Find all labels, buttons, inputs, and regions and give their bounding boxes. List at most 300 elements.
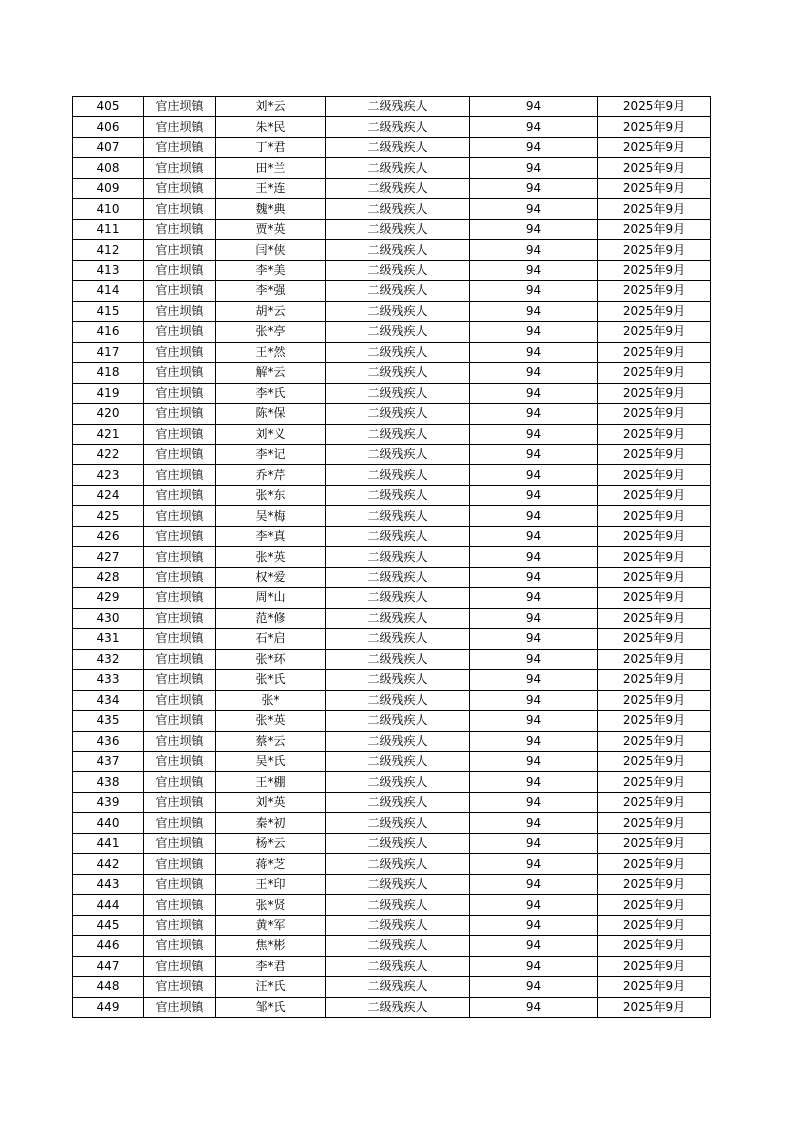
amount-cell: 94 — [470, 588, 598, 608]
category-cell: 二级残疾人 — [326, 772, 470, 792]
row-number-cell: 430 — [73, 608, 144, 628]
table-row — [73, 711, 711, 731]
amount-cell: 94 — [470, 97, 598, 117]
table-row — [73, 997, 711, 1017]
town-cell: 官庄坝镇 — [144, 731, 216, 751]
name-cell: 刘*义 — [216, 424, 326, 444]
month-cell: 2025年9月 — [598, 977, 711, 997]
amount-cell: 94 — [470, 690, 598, 710]
month-cell: 2025年9月 — [598, 854, 711, 874]
name-cell: 乔*芹 — [216, 465, 326, 485]
category-cell: 二级残疾人 — [326, 485, 470, 505]
row-number-cell: 416 — [73, 322, 144, 342]
table-row — [73, 158, 711, 178]
row-number-cell: 411 — [73, 219, 144, 239]
row-number-cell: 440 — [73, 813, 144, 833]
month-cell: 2025年9月 — [598, 608, 711, 628]
name-cell: 焦*彬 — [216, 936, 326, 956]
amount-cell: 94 — [470, 383, 598, 403]
name-cell: 丁*君 — [216, 137, 326, 157]
name-cell: 汪*氏 — [216, 977, 326, 997]
category-cell: 二级残疾人 — [326, 854, 470, 874]
month-cell: 2025年9月 — [598, 792, 711, 812]
category-cell: 二级残疾人 — [326, 670, 470, 690]
amount-cell: 94 — [470, 833, 598, 853]
month-cell: 2025年9月 — [598, 199, 711, 219]
row-number-cell: 429 — [73, 588, 144, 608]
amount-cell: 94 — [470, 506, 598, 526]
amount-cell: 94 — [470, 322, 598, 342]
amount-cell: 94 — [470, 424, 598, 444]
town-cell: 官庄坝镇 — [144, 874, 216, 894]
name-cell: 王*连 — [216, 178, 326, 198]
beneficiary-table — [72, 96, 711, 1018]
month-cell: 2025年9月 — [598, 567, 711, 587]
row-number-cell: 420 — [73, 404, 144, 424]
month-cell: 2025年9月 — [598, 936, 711, 956]
town-cell: 官庄坝镇 — [144, 854, 216, 874]
amount-cell: 94 — [470, 567, 598, 587]
amount-cell: 94 — [470, 711, 598, 731]
row-number-cell: 444 — [73, 895, 144, 915]
amount-cell: 94 — [470, 342, 598, 362]
month-cell: 2025年9月 — [598, 322, 711, 342]
row-number-cell: 438 — [73, 772, 144, 792]
amount-cell: 94 — [470, 731, 598, 751]
table-row — [73, 813, 711, 833]
name-cell: 张*英 — [216, 547, 326, 567]
row-number-cell: 422 — [73, 444, 144, 464]
town-cell: 官庄坝镇 — [144, 690, 216, 710]
month-cell: 2025年9月 — [598, 997, 711, 1017]
town-cell: 官庄坝镇 — [144, 629, 216, 649]
town-cell: 官庄坝镇 — [144, 547, 216, 567]
name-cell: 吴*氏 — [216, 752, 326, 772]
amount-cell: 94 — [470, 608, 598, 628]
category-cell: 二级残疾人 — [326, 936, 470, 956]
name-cell: 王*印 — [216, 874, 326, 894]
category-cell: 二级残疾人 — [326, 895, 470, 915]
row-number-cell: 439 — [73, 792, 144, 812]
name-cell: 刘*英 — [216, 792, 326, 812]
amount-cell: 94 — [470, 240, 598, 260]
table-row — [73, 833, 711, 853]
category-cell: 二级残疾人 — [326, 608, 470, 628]
table-row — [73, 383, 711, 403]
category-cell: 二级残疾人 — [326, 404, 470, 424]
category-cell: 二级残疾人 — [326, 629, 470, 649]
table-body — [73, 97, 711, 1018]
table-row — [73, 485, 711, 505]
row-number-cell: 417 — [73, 342, 144, 362]
amount-cell: 94 — [470, 117, 598, 137]
month-cell: 2025年9月 — [598, 117, 711, 137]
name-cell: 李*君 — [216, 956, 326, 976]
row-number-cell: 413 — [73, 260, 144, 280]
category-cell: 二级残疾人 — [326, 977, 470, 997]
name-cell: 闫*侠 — [216, 240, 326, 260]
table-row — [73, 301, 711, 321]
table-row — [73, 178, 711, 198]
table-row — [73, 977, 711, 997]
month-cell: 2025年9月 — [598, 301, 711, 321]
town-cell: 官庄坝镇 — [144, 363, 216, 383]
table-row — [73, 506, 711, 526]
row-number-cell: 447 — [73, 956, 144, 976]
month-cell: 2025年9月 — [598, 383, 711, 403]
amount-cell: 94 — [470, 915, 598, 935]
table-row — [73, 772, 711, 792]
category-cell: 二级残疾人 — [326, 158, 470, 178]
amount-cell: 94 — [470, 260, 598, 280]
amount-cell: 94 — [470, 158, 598, 178]
amount-cell: 94 — [470, 649, 598, 669]
town-cell: 官庄坝镇 — [144, 833, 216, 853]
month-cell: 2025年9月 — [598, 547, 711, 567]
category-cell: 二级残疾人 — [326, 240, 470, 260]
row-number-cell: 424 — [73, 485, 144, 505]
name-cell: 王*棚 — [216, 772, 326, 792]
row-number-cell: 421 — [73, 424, 144, 444]
category-cell: 二级残疾人 — [326, 752, 470, 772]
month-cell: 2025年9月 — [598, 465, 711, 485]
month-cell: 2025年9月 — [598, 342, 711, 362]
category-cell: 二级残疾人 — [326, 874, 470, 894]
month-cell: 2025年9月 — [598, 178, 711, 198]
town-cell: 官庄坝镇 — [144, 97, 216, 117]
name-cell: 张*贤 — [216, 895, 326, 915]
category-cell: 二级残疾人 — [326, 506, 470, 526]
row-number-cell: 445 — [73, 915, 144, 935]
name-cell: 张*东 — [216, 485, 326, 505]
category-cell: 二级残疾人 — [326, 711, 470, 731]
category-cell: 二级残疾人 — [326, 465, 470, 485]
name-cell: 权*爱 — [216, 567, 326, 587]
amount-cell: 94 — [470, 792, 598, 812]
name-cell: 陈*保 — [216, 404, 326, 424]
month-cell: 2025年9月 — [598, 506, 711, 526]
table-row — [73, 322, 711, 342]
row-number-cell: 423 — [73, 465, 144, 485]
amount-cell: 94 — [470, 874, 598, 894]
category-cell: 二级残疾人 — [326, 281, 470, 301]
category-cell: 二级残疾人 — [326, 997, 470, 1017]
town-cell: 官庄坝镇 — [144, 444, 216, 464]
row-number-cell: 431 — [73, 629, 144, 649]
category-cell: 二级残疾人 — [326, 813, 470, 833]
town-cell: 官庄坝镇 — [144, 485, 216, 505]
name-cell: 张*亭 — [216, 322, 326, 342]
town-cell: 官庄坝镇 — [144, 792, 216, 812]
row-number-cell: 432 — [73, 649, 144, 669]
amount-cell: 94 — [470, 301, 598, 321]
table-row — [73, 629, 711, 649]
table-row — [73, 342, 711, 362]
month-cell: 2025年9月 — [598, 363, 711, 383]
table-row — [73, 690, 711, 710]
row-number-cell: 435 — [73, 711, 144, 731]
row-number-cell: 409 — [73, 178, 144, 198]
town-cell: 官庄坝镇 — [144, 588, 216, 608]
town-cell: 官庄坝镇 — [144, 383, 216, 403]
table-row — [73, 670, 711, 690]
category-cell: 二级残疾人 — [326, 833, 470, 853]
amount-cell: 94 — [470, 813, 598, 833]
row-number-cell: 437 — [73, 752, 144, 772]
table-row — [73, 649, 711, 669]
amount-cell: 94 — [470, 404, 598, 424]
name-cell: 范*修 — [216, 608, 326, 628]
name-cell: 黄*军 — [216, 915, 326, 935]
row-number-cell: 443 — [73, 874, 144, 894]
table-row — [73, 219, 711, 239]
town-cell: 官庄坝镇 — [144, 137, 216, 157]
table-row — [73, 97, 711, 117]
town-cell: 官庄坝镇 — [144, 649, 216, 669]
month-cell: 2025年9月 — [598, 649, 711, 669]
month-cell: 2025年9月 — [598, 874, 711, 894]
amount-cell: 94 — [470, 895, 598, 915]
row-number-cell: 428 — [73, 567, 144, 587]
row-number-cell: 405 — [73, 97, 144, 117]
name-cell: 李*强 — [216, 281, 326, 301]
month-cell: 2025年9月 — [598, 260, 711, 280]
amount-cell: 94 — [470, 444, 598, 464]
category-cell: 二级残疾人 — [326, 219, 470, 239]
name-cell: 魏*典 — [216, 199, 326, 219]
category-cell: 二级残疾人 — [326, 915, 470, 935]
amount-cell: 94 — [470, 629, 598, 649]
month-cell: 2025年9月 — [598, 772, 711, 792]
town-cell: 官庄坝镇 — [144, 752, 216, 772]
category-cell: 二级残疾人 — [326, 383, 470, 403]
town-cell: 官庄坝镇 — [144, 977, 216, 997]
month-cell: 2025年9月 — [598, 752, 711, 772]
table-row — [73, 567, 711, 587]
town-cell: 官庄坝镇 — [144, 567, 216, 587]
name-cell: 杨*云 — [216, 833, 326, 853]
table-row — [73, 199, 711, 219]
town-cell: 官庄坝镇 — [144, 301, 216, 321]
table-row — [73, 117, 711, 137]
name-cell: 李*美 — [216, 260, 326, 280]
category-cell: 二级残疾人 — [326, 526, 470, 546]
amount-cell: 94 — [470, 137, 598, 157]
category-cell: 二级残疾人 — [326, 178, 470, 198]
category-cell: 二级残疾人 — [326, 260, 470, 280]
category-cell: 二级残疾人 — [326, 547, 470, 567]
category-cell: 二级残疾人 — [326, 301, 470, 321]
month-cell: 2025年9月 — [598, 588, 711, 608]
table-row — [73, 424, 711, 444]
category-cell: 二级残疾人 — [326, 97, 470, 117]
table-row — [73, 792, 711, 812]
row-number-cell: 441 — [73, 833, 144, 853]
category-cell: 二级残疾人 — [326, 322, 470, 342]
row-number-cell: 412 — [73, 240, 144, 260]
table-row — [73, 915, 711, 935]
month-cell: 2025年9月 — [598, 424, 711, 444]
name-cell: 李*记 — [216, 444, 326, 464]
table-row — [73, 731, 711, 751]
town-cell: 官庄坝镇 — [144, 240, 216, 260]
town-cell: 官庄坝镇 — [144, 219, 216, 239]
row-number-cell: 414 — [73, 281, 144, 301]
amount-cell: 94 — [470, 219, 598, 239]
town-cell: 官庄坝镇 — [144, 711, 216, 731]
row-number-cell: 436 — [73, 731, 144, 751]
category-cell: 二级残疾人 — [326, 956, 470, 976]
amount-cell: 94 — [470, 670, 598, 690]
month-cell: 2025年9月 — [598, 833, 711, 853]
town-cell: 官庄坝镇 — [144, 895, 216, 915]
amount-cell: 94 — [470, 752, 598, 772]
amount-cell: 94 — [470, 363, 598, 383]
town-cell: 官庄坝镇 — [144, 772, 216, 792]
month-cell: 2025年9月 — [598, 711, 711, 731]
month-cell: 2025年9月 — [598, 629, 711, 649]
month-cell: 2025年9月 — [598, 895, 711, 915]
town-cell: 官庄坝镇 — [144, 956, 216, 976]
town-cell: 官庄坝镇 — [144, 199, 216, 219]
town-cell: 官庄坝镇 — [144, 322, 216, 342]
name-cell: 刘*云 — [216, 97, 326, 117]
name-cell: 石*启 — [216, 629, 326, 649]
amount-cell: 94 — [470, 485, 598, 505]
category-cell: 二级残疾人 — [326, 117, 470, 137]
town-cell: 官庄坝镇 — [144, 670, 216, 690]
amount-cell: 94 — [470, 977, 598, 997]
month-cell: 2025年9月 — [598, 915, 711, 935]
name-cell: 张* — [216, 690, 326, 710]
month-cell: 2025年9月 — [598, 281, 711, 301]
name-cell: 蒋*芝 — [216, 854, 326, 874]
name-cell: 张*英 — [216, 711, 326, 731]
table-row — [73, 137, 711, 157]
month-cell: 2025年9月 — [598, 690, 711, 710]
row-number-cell: 419 — [73, 383, 144, 403]
category-cell: 二级残疾人 — [326, 199, 470, 219]
town-cell: 官庄坝镇 — [144, 465, 216, 485]
town-cell: 官庄坝镇 — [144, 158, 216, 178]
table-row — [73, 547, 711, 567]
category-cell: 二级残疾人 — [326, 363, 470, 383]
category-cell: 二级残疾人 — [326, 731, 470, 751]
category-cell: 二级残疾人 — [326, 649, 470, 669]
name-cell: 邹*氏 — [216, 997, 326, 1017]
row-number-cell: 449 — [73, 997, 144, 1017]
amount-cell: 94 — [470, 936, 598, 956]
town-cell: 官庄坝镇 — [144, 608, 216, 628]
name-cell: 秦*初 — [216, 813, 326, 833]
row-number-cell: 433 — [73, 670, 144, 690]
month-cell: 2025年9月 — [598, 444, 711, 464]
row-number-cell: 442 — [73, 854, 144, 874]
month-cell: 2025年9月 — [598, 219, 711, 239]
town-cell: 官庄坝镇 — [144, 997, 216, 1017]
category-cell: 二级残疾人 — [326, 588, 470, 608]
table-row — [73, 444, 711, 464]
name-cell: 田*兰 — [216, 158, 326, 178]
amount-cell: 94 — [470, 997, 598, 1017]
month-cell: 2025年9月 — [598, 97, 711, 117]
town-cell: 官庄坝镇 — [144, 178, 216, 198]
amount-cell: 94 — [470, 199, 598, 219]
month-cell: 2025年9月 — [598, 813, 711, 833]
row-number-cell: 418 — [73, 363, 144, 383]
month-cell: 2025年9月 — [598, 956, 711, 976]
amount-cell: 94 — [470, 281, 598, 301]
row-number-cell: 446 — [73, 936, 144, 956]
month-cell: 2025年9月 — [598, 731, 711, 751]
table-row — [73, 465, 711, 485]
town-cell: 官庄坝镇 — [144, 281, 216, 301]
month-cell: 2025年9月 — [598, 158, 711, 178]
town-cell: 官庄坝镇 — [144, 424, 216, 444]
amount-cell: 94 — [470, 956, 598, 976]
amount-cell: 94 — [470, 854, 598, 874]
category-cell: 二级残疾人 — [326, 137, 470, 157]
table-row — [73, 608, 711, 628]
table-row — [73, 854, 711, 874]
row-number-cell: 427 — [73, 547, 144, 567]
category-cell: 二级残疾人 — [326, 424, 470, 444]
name-cell: 李*真 — [216, 526, 326, 546]
month-cell: 2025年9月 — [598, 670, 711, 690]
name-cell: 周*山 — [216, 588, 326, 608]
table-row — [73, 588, 711, 608]
month-cell: 2025年9月 — [598, 404, 711, 424]
name-cell: 吴*梅 — [216, 506, 326, 526]
row-number-cell: 426 — [73, 526, 144, 546]
category-cell: 二级残疾人 — [326, 342, 470, 362]
town-cell: 官庄坝镇 — [144, 915, 216, 935]
month-cell: 2025年9月 — [598, 137, 711, 157]
row-number-cell: 410 — [73, 199, 144, 219]
town-cell: 官庄坝镇 — [144, 813, 216, 833]
row-number-cell: 407 — [73, 137, 144, 157]
table-row — [73, 895, 711, 915]
table-row — [73, 281, 711, 301]
town-cell: 官庄坝镇 — [144, 526, 216, 546]
name-cell: 解*云 — [216, 363, 326, 383]
table-row — [73, 956, 711, 976]
row-number-cell: 408 — [73, 158, 144, 178]
row-number-cell: 425 — [73, 506, 144, 526]
month-cell: 2025年9月 — [598, 240, 711, 260]
category-cell: 二级残疾人 — [326, 444, 470, 464]
name-cell: 胡*云 — [216, 301, 326, 321]
table-row — [73, 874, 711, 894]
town-cell: 官庄坝镇 — [144, 936, 216, 956]
amount-cell: 94 — [470, 465, 598, 485]
town-cell: 官庄坝镇 — [144, 506, 216, 526]
table-row — [73, 260, 711, 280]
category-cell: 二级残疾人 — [326, 567, 470, 587]
amount-cell: 94 — [470, 526, 598, 546]
row-number-cell: 434 — [73, 690, 144, 710]
row-number-cell: 448 — [73, 977, 144, 997]
name-cell: 朱*民 — [216, 117, 326, 137]
name-cell: 蔡*云 — [216, 731, 326, 751]
row-number-cell: 406 — [73, 117, 144, 137]
category-cell: 二级残疾人 — [326, 792, 470, 812]
table-row — [73, 936, 711, 956]
town-cell: 官庄坝镇 — [144, 117, 216, 137]
row-number-cell: 415 — [73, 301, 144, 321]
table-row — [73, 526, 711, 546]
town-cell: 官庄坝镇 — [144, 342, 216, 362]
